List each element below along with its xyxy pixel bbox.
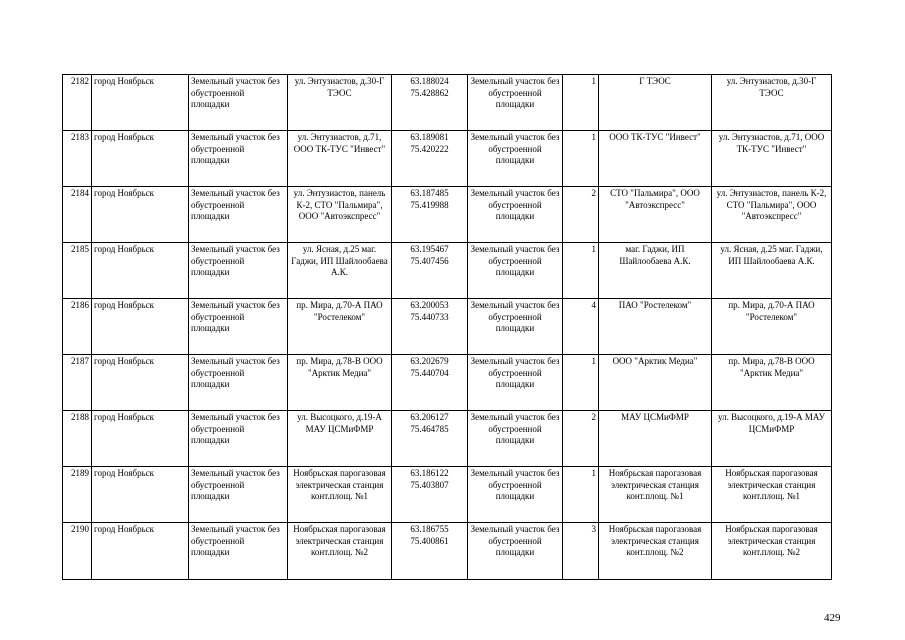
table-row xyxy=(63,299,832,355)
row-number: 2190 xyxy=(63,523,92,580)
owner-address-cell: Ноябрьская парогазовая электрическая станция конт.площ. №2 xyxy=(712,523,832,580)
coordinates-cell: 63.187485 75.419988 xyxy=(392,187,468,243)
coordinates-cell: 63.206127 75.464785 xyxy=(392,411,468,467)
count-cell: 1 xyxy=(563,131,599,187)
owner-address-cell: ул. Высоцкого, д.19-А МАУ ЦСМиФМР xyxy=(712,411,832,467)
surface-cell: Земельный участок без обустроенной площадки xyxy=(468,467,563,523)
city-cell: город Ноябрьск xyxy=(92,467,189,523)
owner-cell: Г ТЭОС xyxy=(599,75,712,131)
row-number: 2182 xyxy=(63,75,92,131)
address-cell: ул. Энтузиастов, панель К-2, СТО "Пальмира", ООО "Автоэкспресс" xyxy=(288,187,392,243)
address-cell: ул. Высоцкого, д.19-А МАУ ЦСМиФМР xyxy=(288,411,392,467)
surface-cell: Земельный участок без обустроенной площадки xyxy=(468,523,563,580)
city-cell: город Ноябрьск xyxy=(92,131,189,187)
row-number: 2184 xyxy=(63,187,92,243)
row-number: 2188 xyxy=(63,411,92,467)
city-cell: город Ноябрьск xyxy=(92,75,189,131)
count-cell: 3 xyxy=(563,523,599,580)
owner-cell: СТО "Пальмира", ООО "Автоэкспресс" xyxy=(599,187,712,243)
count-cell: 2 xyxy=(563,411,599,467)
table-row xyxy=(63,75,832,131)
row-number: 2183 xyxy=(63,131,92,187)
surface-cell: Земельный участок без обустроенной площадки xyxy=(468,411,563,467)
coordinates-cell: 63.188024 75.428862 xyxy=(392,75,468,131)
surface-cell: Земельный участок без обустроенной площадки xyxy=(468,75,563,131)
address-cell: пр. Мира, д.70-А ПАО "Ростелеком" xyxy=(288,299,392,355)
table-row xyxy=(63,411,832,467)
count-cell: 4 xyxy=(563,299,599,355)
address-cell: Ноябрьская парогазовая электрическая станция конт.площ. №1 xyxy=(288,467,392,523)
coordinates-cell: 63.189081 75.420222 xyxy=(392,131,468,187)
address-cell: ул. Энтузиастов, д.30-Г ТЭОС xyxy=(288,75,392,131)
table-row xyxy=(63,355,832,411)
table-row xyxy=(63,187,832,243)
count-cell: 1 xyxy=(563,75,599,131)
coordinates-cell: 63.202679 75.440704 xyxy=(392,355,468,411)
surface-cell: Земельный участок без обустроенной площадки xyxy=(468,243,563,299)
object-type-cell: Земельный участок без обустроенной площадки xyxy=(189,467,288,523)
object-type-cell: Земельный участок без обустроенной площадки xyxy=(189,131,288,187)
owner-address-cell: ул. Ясная, д.25 маг. Гаджи, ИП Шайлообаева А.К. xyxy=(712,243,832,299)
city-cell: город Ноябрьск xyxy=(92,187,189,243)
owner-cell: Ноябрьская парогазовая электрическая станция конт.площ. №2 xyxy=(599,523,712,580)
registry-table xyxy=(62,74,832,580)
city-cell: город Ноябрьск xyxy=(92,355,189,411)
object-type-cell: Земельный участок без обустроенной площадки xyxy=(189,299,288,355)
city-cell: город Ноябрьск xyxy=(92,299,189,355)
city-cell: город Ноябрьск xyxy=(92,243,189,299)
count-cell: 2 xyxy=(563,187,599,243)
object-type-cell: Земельный участок без обустроенной площадки xyxy=(189,355,288,411)
row-number: 2185 xyxy=(63,243,92,299)
count-cell: 1 xyxy=(563,467,599,523)
owner-address-cell: ул. Энтузиастов, панель К-2, СТО "Пальмира", ООО "Автоэкспресс" xyxy=(712,187,832,243)
table-row xyxy=(63,131,832,187)
owner-cell: ООО "Арктик Медиа" xyxy=(599,355,712,411)
coordinates-cell: 63.186755 75.400861 xyxy=(392,523,468,580)
coordinates-cell: 63.186122 75.403807 xyxy=(392,467,468,523)
owner-cell: ООО ТК-ТУС "Инвест" xyxy=(599,131,712,187)
object-type-cell: Земельный участок без обустроенной площадки xyxy=(189,523,288,580)
table-row xyxy=(63,467,832,523)
owner-address-cell: ул. Энтузиастов, д.71, ООО ТК-ТУС "Инвест" xyxy=(712,131,832,187)
table-row xyxy=(63,523,832,580)
count-cell: 1 xyxy=(563,243,599,299)
owner-cell: МАУ ЦСМиФМР xyxy=(599,411,712,467)
coordinates-cell: 63.195467 75.407456 xyxy=(392,243,468,299)
table-body xyxy=(63,75,832,580)
row-number: 2187 xyxy=(63,355,92,411)
city-cell: город Ноябрьск xyxy=(92,411,189,467)
owner-cell: ПАО "Ростелеком" xyxy=(599,299,712,355)
object-type-cell: Земельный участок без обустроенной площадки xyxy=(189,187,288,243)
owner-cell: Ноябрьская парогазовая электрическая станция конт.площ. №1 xyxy=(599,467,712,523)
table-row xyxy=(63,243,832,299)
address-cell: Ноябрьская парогазовая электрическая станция конт.площ. №2 xyxy=(288,523,392,580)
owner-address-cell: пр. Мира, д.78-В ООО "Арктик Медиа" xyxy=(712,355,832,411)
surface-cell: Земельный участок без обустроенной площадки xyxy=(468,355,563,411)
owner-address-cell: ул. Энтузиастов, д.30-Г ТЭОС xyxy=(712,75,832,131)
owner-cell: маг. Гаджи, ИП Шайлообаева А.К. xyxy=(599,243,712,299)
surface-cell: Земельный участок без обустроенной площадки xyxy=(468,187,563,243)
coordinates-cell: 63.200053 75.440733 xyxy=(392,299,468,355)
city-cell: город Ноябрьск xyxy=(92,523,189,580)
row-number: 2186 xyxy=(63,299,92,355)
row-number: 2189 xyxy=(63,467,92,523)
address-cell: пр. Мира, д.78-В ООО "Арктик Медиа" xyxy=(288,355,392,411)
owner-address-cell: пр. Мира, д.70-А ПАО "Ростелеком" xyxy=(712,299,832,355)
owner-address-cell: Ноябрьская парогазовая электрическая станция конт.площ. №1 xyxy=(712,467,832,523)
surface-cell: Земельный участок без обустроенной площадки xyxy=(468,299,563,355)
address-cell: ул. Ясная, д.25 маг. Гаджи, ИП Шайлообаева А.К. xyxy=(288,243,392,299)
object-type-cell: Земельный участок без обустроенной площадки xyxy=(189,411,288,467)
page-number: 429 xyxy=(824,612,841,624)
count-cell: 1 xyxy=(563,355,599,411)
address-cell: ул. Энтузиастов, д.71, ООО ТК-ТУС "Инвест" xyxy=(288,131,392,187)
surface-cell: Земельный участок без обустроенной площадки xyxy=(468,131,563,187)
object-type-cell: Земельный участок без обустроенной площадки xyxy=(189,243,288,299)
object-type-cell: Земельный участок без обустроенной площадки xyxy=(189,75,288,131)
